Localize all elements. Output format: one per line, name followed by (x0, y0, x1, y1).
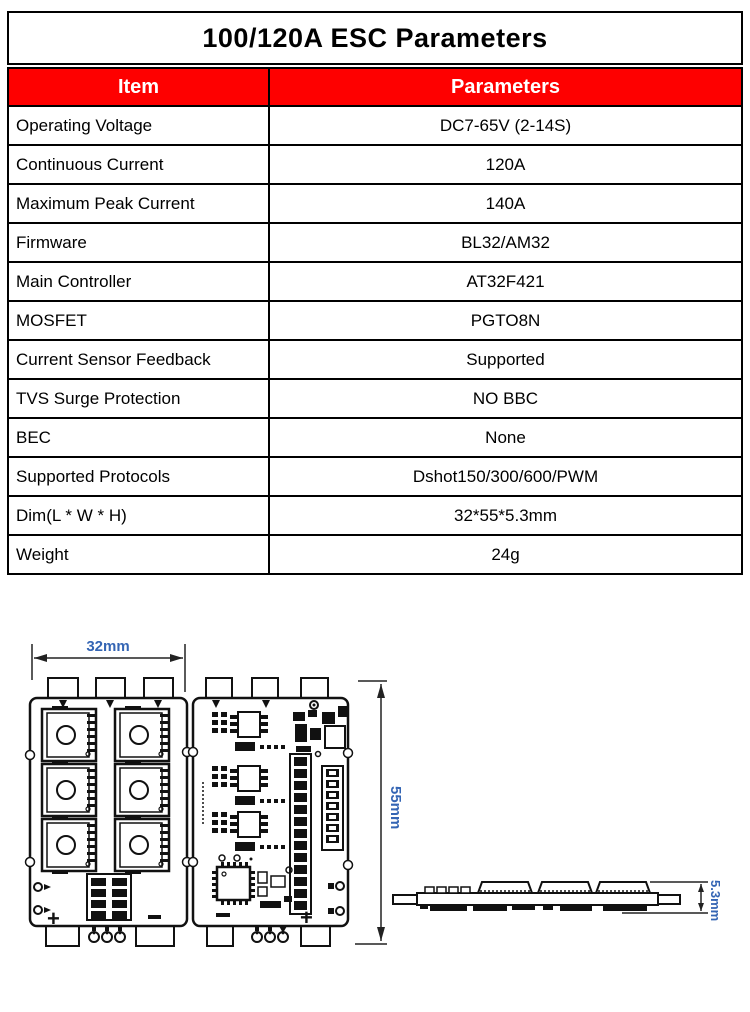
table-row (8, 340, 742, 379)
page-title: 100/120A ESC Parameters (7, 11, 743, 65)
item-cell: Weight (8, 535, 269, 574)
plus-polarity-mark: + (47, 906, 60, 931)
item-cell: TVS Surge Protection (8, 379, 269, 418)
height-dimension-label: 55mm (387, 786, 404, 830)
output-header-strip (290, 754, 311, 914)
item-cell: Continuous Current (8, 145, 269, 184)
table-row (8, 223, 742, 262)
thickness-dimension-label: 5.3mm (708, 880, 723, 922)
item-cell: BEC (8, 418, 269, 457)
value-cell: Dshot150/300/600/PWM (269, 457, 742, 496)
table-row (8, 457, 742, 496)
table-row (8, 145, 742, 184)
mosfet (42, 761, 96, 819)
width-dimension-label: 32mm (86, 638, 130, 655)
table-row (8, 418, 742, 457)
value-cell: 120A (269, 145, 742, 184)
minus-polarity-mark (216, 913, 230, 917)
table-row (8, 379, 742, 418)
plus-polarity-mark: + (300, 905, 313, 930)
value-cell: DC7-65V (2-14S) (269, 106, 742, 145)
minus-polarity-mark (148, 915, 161, 919)
value-cell: 32*55*5.3mm (269, 496, 742, 535)
table-row (8, 262, 742, 301)
item-cell: Firmware (8, 223, 269, 262)
pcb-back-view (189, 678, 353, 946)
column-header-parameters: Parameters (269, 68, 742, 106)
value-cell: NO BBC (269, 379, 742, 418)
item-cell: Current Sensor Feedback (8, 340, 269, 379)
pcb-side-view (393, 882, 680, 911)
value-cell: BL32/AM32 (269, 223, 742, 262)
item-cell: Main Controller (8, 262, 269, 301)
table-header-row (8, 68, 742, 106)
table-row (8, 301, 742, 340)
pcb-front-view (26, 678, 192, 946)
table-row (8, 496, 742, 535)
capacitor-bank (87, 874, 131, 920)
mosfet (42, 706, 96, 764)
value-cell: 24g (269, 535, 742, 574)
item-cell: Supported Protocols (8, 457, 269, 496)
value-cell: None (269, 418, 742, 457)
mosfet (115, 816, 169, 874)
board-edge (417, 893, 658, 905)
value-cell: AT32F421 (269, 262, 742, 301)
esc-spec-sheet (7, 11, 743, 575)
parameters-table (7, 67, 743, 575)
item-cell: Maximum Peak Current (8, 184, 269, 223)
pcb-dimension-drawing (0, 600, 750, 1012)
value-cell: Supported (269, 340, 742, 379)
value-cell: 140A (269, 184, 742, 223)
item-cell: Operating Voltage (8, 106, 269, 145)
value-cell: PGTO8N (269, 301, 742, 340)
table-row (8, 184, 742, 223)
item-cell: MOSFET (8, 301, 269, 340)
mosfet (42, 816, 96, 874)
table-row (8, 106, 742, 145)
signal-header-strip (322, 766, 343, 850)
table-row (8, 535, 742, 574)
item-cell: Dim(L * W * H) (8, 496, 269, 535)
mosfet (115, 706, 169, 764)
mosfet (115, 761, 169, 819)
column-header-item: Item (8, 68, 269, 106)
